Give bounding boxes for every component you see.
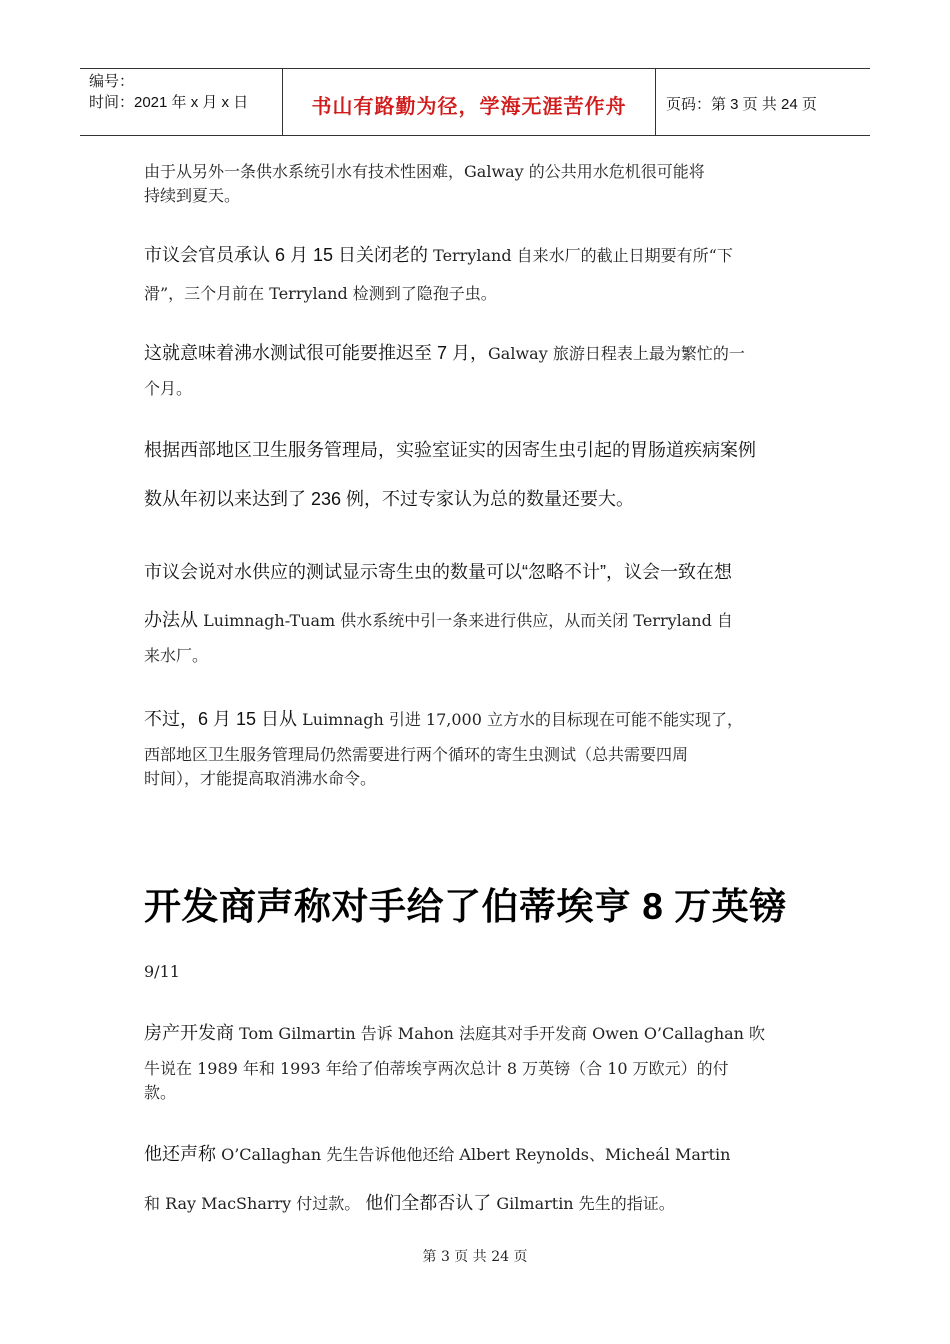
text-line: 款。	[144, 1083, 177, 1102]
text-span: Luimnagh-Tuam 供水系统中引一条来进行供应，从而关闭 Terryland 自	[198, 611, 733, 630]
article-date: 9/11	[144, 962, 180, 981]
text-span: 这就意味着沸水测试很可能要推迟至 7 月，	[144, 343, 489, 363]
article-title: 开发商声称对手给了伯蒂埃亨 8 万英镑	[144, 886, 787, 927]
text-line: 时间），才能提高取消沸水命令。	[144, 769, 377, 788]
text-span: 市议会官员承认 6 月 15 日关闭老的	[144, 245, 429, 265]
text-span: 和 Ray MacSharry 付过款。	[144, 1194, 361, 1213]
header-page-cell	[656, 69, 870, 135]
number-label: 编号：	[89, 73, 135, 90]
text-span: 办法从	[144, 610, 198, 630]
paragraph-4	[144, 437, 804, 512]
text-span: Terryland 自来水厂的截止日期要有所“下	[428, 246, 733, 265]
text-line: 根据西部地区卫生服务管理局，实验室证实的因寄生虫引起的胃肠道疾病案例	[144, 440, 756, 460]
paragraph-5	[144, 559, 804, 668]
article2-paragraph-2	[144, 1141, 804, 1217]
text-span: 他还声称	[144, 1144, 216, 1164]
text-line: 西部地区卫生服务管理局仍然需要进行两个循环的寄生虫测试（总共需要四周	[144, 745, 689, 764]
document-header	[80, 68, 870, 136]
text-span: 不过，6 月 15 日从	[144, 709, 298, 729]
text-line: 市议会说对水供应的测试显示寄生虫的数量可以“忽略不计”，议会一致在想	[144, 562, 732, 582]
page-footer: 第 3 页 共 24 页	[422, 1249, 528, 1265]
text-span: Luimnagh 引进 17,000 立方水的目标现在可能不能实现了，	[297, 710, 743, 729]
header-motto-cell	[282, 69, 656, 135]
article2-paragraph-1	[144, 1020, 804, 1105]
text-line: 由于从另外一条供水系统引水有技术性困难，Galway 的公共用水危机很可能将	[144, 162, 705, 181]
text-span: Tom Gilmartin 告诉 Mahon 法庭其对手开发商 Owen O’Callaghan 吹	[234, 1024, 766, 1043]
text-span: 他们全都否认了	[360, 1193, 492, 1213]
text-line: 来水厂。	[144, 646, 209, 665]
text-line: 滑”，三个月前在 Terryland 检测到了隐孢子虫。	[144, 284, 497, 303]
paragraph-1	[144, 160, 804, 208]
header-left-cell	[80, 69, 282, 135]
date-label: 时间：2021 年 x 月 x 日	[89, 94, 249, 111]
text-line: 牛说在 1989 年和 1993 年给了伯蒂埃亨两次总计 8 万英镑（合 10 万欧元）的付	[144, 1059, 729, 1078]
paragraph-3	[144, 341, 804, 401]
text-line: 持续到夏天。	[144, 186, 241, 205]
text-span: Galway 旅游日程表上最为繁忙的一	[488, 344, 745, 363]
text-line: 个月。	[144, 379, 193, 398]
text-line: 数从年初以来达到了 236 例，不过专家认为总的数量还要大。	[144, 489, 635, 509]
header-motto: 书山有路勤为径，学海无涯苦作舟	[311, 95, 627, 118]
text-span: Gilmartin 先生的指证。	[491, 1194, 675, 1213]
paragraph-6	[144, 706, 804, 791]
page-info: 页码：第 3 页 共 24 页	[666, 95, 817, 113]
text-span: 房产开发商	[144, 1023, 234, 1043]
text-span: O’Callaghan 先生告诉他他还给 Albert Reynolds、Micheál Martin	[216, 1145, 731, 1164]
paragraph-2	[144, 243, 804, 306]
